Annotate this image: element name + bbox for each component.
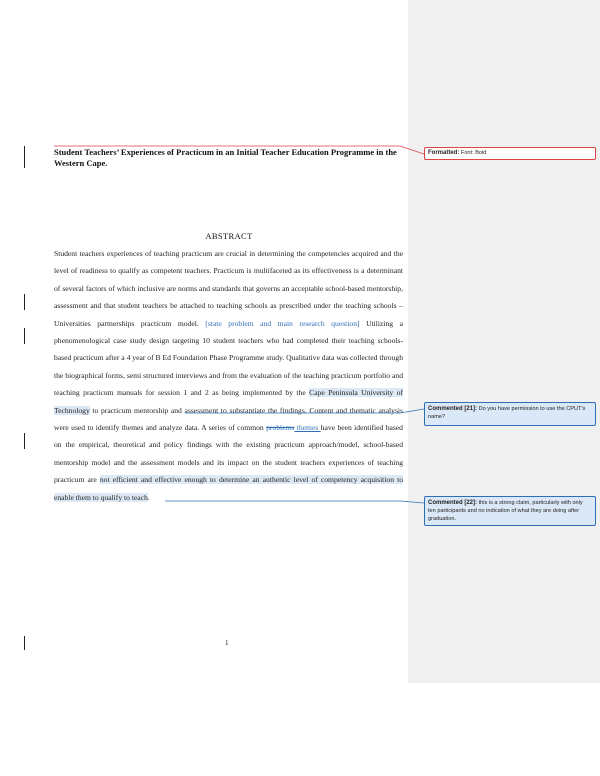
comment-text: Do you have permission to use the CPUT's name? [428, 406, 586, 420]
document-title[interactable]: Student Teachers’ Experiences of Practicum in an Initial Teacher Education Programme in the Western Cape. [54, 147, 397, 168]
comment-text: this is a strong claim, particularly with only ten participants and no indication of what they are doing after graduation. [428, 500, 583, 522]
formatted-label: Formatted: [428, 150, 460, 156]
formatted-balloon[interactable] [424, 147, 596, 160]
tracked-deletion[interactable]: problems [266, 423, 295, 433]
comment-anchor-cput[interactable]: Cape Peninsula University of Technology [54, 388, 403, 415]
abstract-text: . [147, 492, 150, 502]
comment-label: Commented [22]: [428, 500, 478, 506]
bracket-note: [state problem and main research question] [198, 318, 360, 328]
format-connector [54, 146, 424, 154]
comment-balloon-22[interactable] [424, 496, 596, 526]
abstract-text: have been identified based on the empirical, theoretical and policy findings with the existing practicum approach/model, school-based mentorship model and the assessment models and its impact on the student teachers experiences of teaching practicum are [54, 423, 403, 485]
comment-label: Commented [21]: [428, 406, 478, 412]
comment-21-connector [185, 409, 424, 413]
abstract-heading[interactable]: ABSTRACT [205, 231, 253, 241]
comment-balloon-21[interactable] [424, 402, 596, 426]
tracked-insertion[interactable]: themes [294, 423, 321, 433]
abstract-text: Student teachers experiences of teaching practicum are crucial in determining the competencies acquired and the level of readiness to qualify as competent teachers. Practicum is multifaceted as its effectiveness is a determinant of several factors of which inclusive are norms and standards that governs an acceptable school-based mentorship, assessment and that student teachers be attached to teaching schools as prescribed under the teaching schools – Universities partnerships practicum model. [54, 249, 403, 328]
page-number: 1 [225, 639, 229, 647]
comment-22-connector [165, 501, 424, 503]
comment-anchor-claim[interactable]: not efficient and effective enough to determine an authentic level of competency acquisition to enable them to qualify to teach [54, 475, 403, 502]
formatted-text: Font: Bold [459, 150, 487, 156]
abstract-text: to practicum mentorship and assessment to substantiate the findings. Content and thematic analysis were used to identify themes and analyze data. A series of common [54, 405, 403, 433]
abstract-text: Utilizing a phenomenological case study design targeting 10 student teachers who had completed their teaching schools-based practicum after a 4 year of B Ed Foundation Phase Programme study. Qualitative data was collected through the biographical forms, semi structured interviews and from the evaluation of the teaching practicum portfolio and teaching practicum manuals for session 1 and 2 as being implemented by the [54, 318, 404, 398]
